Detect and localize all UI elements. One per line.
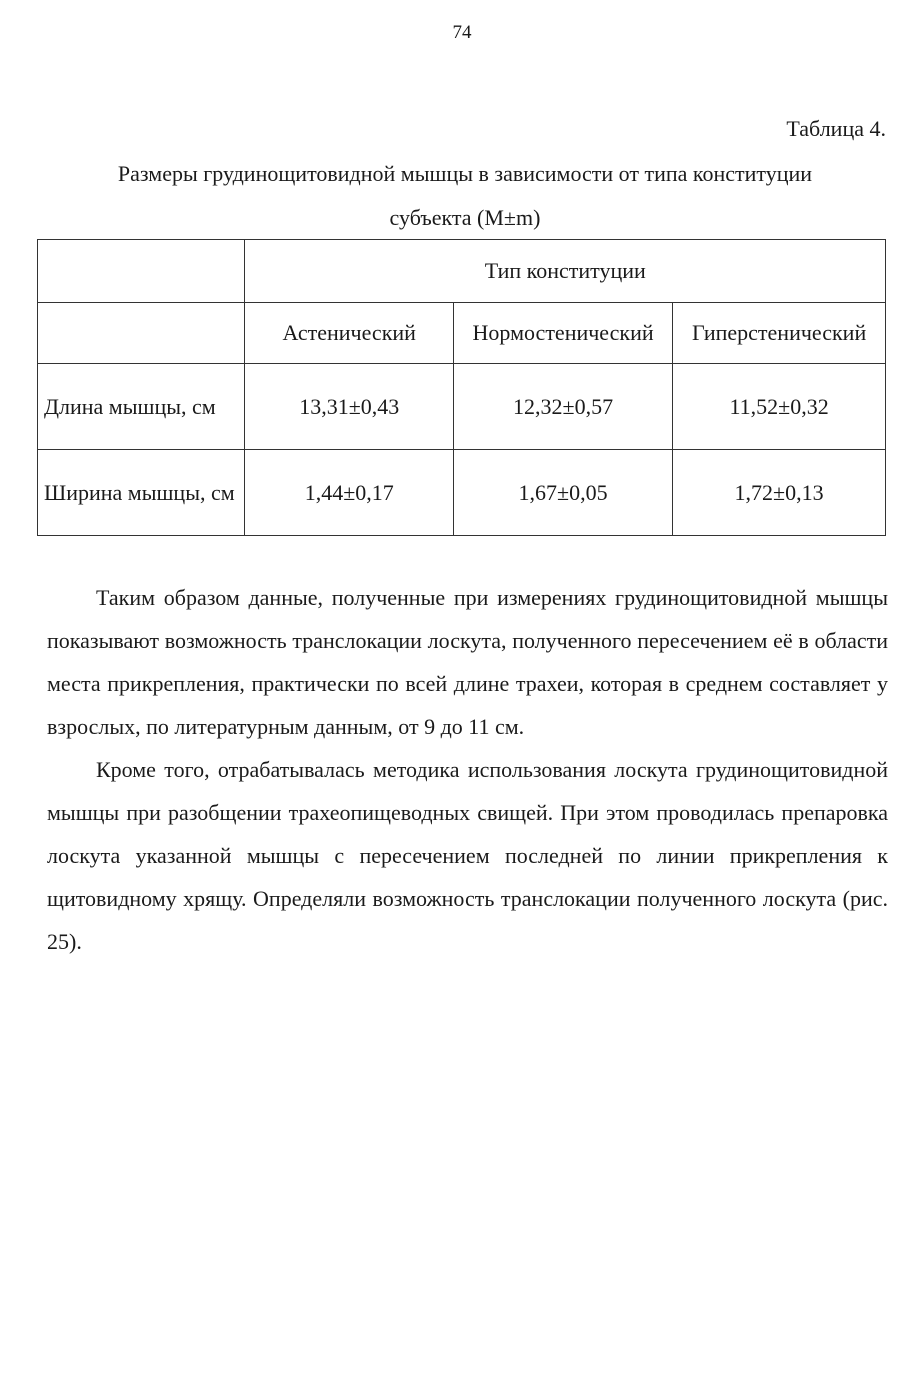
table-caption [40, 152, 890, 240]
table-cell: 1,44±0,17 [245, 450, 454, 536]
column-header-normosthenic: Нормостенический [454, 303, 673, 364]
caption-line-1: Размеры грудинощитовидной мышцы в зависимости от типа конституции [117, 161, 813, 186]
table-row [38, 450, 886, 536]
table-cell: 1,72±0,13 [673, 450, 886, 536]
table-cell: 11,52±0,32 [673, 364, 886, 450]
table-cell: 12,32±0,57 [454, 364, 673, 450]
column-header-hypersthenic: Гиперстенический [673, 303, 886, 364]
subheader-empty-cell [38, 303, 245, 364]
table-cell: 13,31±0,43 [245, 364, 454, 450]
row-label: Ширина мышцы, см [38, 450, 245, 536]
table-label: Таблица 4. [786, 116, 886, 141]
table-header-row [38, 240, 886, 303]
page-number: 74 [452, 22, 472, 43]
table-subheader-row [38, 303, 886, 364]
paragraph: Таким образом данные, полученные при измерениях грудинощитовидной мышцы показывают возможность транслокации лоскута, полученного пересечением её в области места прикрепления, практически по всей длине трахеи, которая в среднем составляет у взрослых, по литературным данным, от 9 до 11 см. [47, 585, 888, 739]
header-empty-cell [38, 240, 245, 303]
measurements-table [37, 239, 886, 536]
group-header-cell: Тип конституции [245, 240, 886, 303]
caption-line-2: субъекта (M±m) [389, 205, 541, 230]
table-cell: 1,67±0,05 [454, 450, 673, 536]
column-header-asthenic: Астенический [245, 303, 454, 364]
paragraph: Кроме того, отрабатывалась методика использования лоскута грудинощитовидной мышцы при разобщении трахеопищеводных свищей. При этом проводилась препаровка лоскута указанной мышцы с пересечением последней по линии прикрепления к щитовидному хрящу. Определяли возможность транслокации полученного лоскута (рис. 25). [47, 757, 888, 954]
table-row [38, 364, 886, 450]
row-label: Длина мышцы, см [38, 364, 245, 450]
body-text [47, 576, 888, 963]
